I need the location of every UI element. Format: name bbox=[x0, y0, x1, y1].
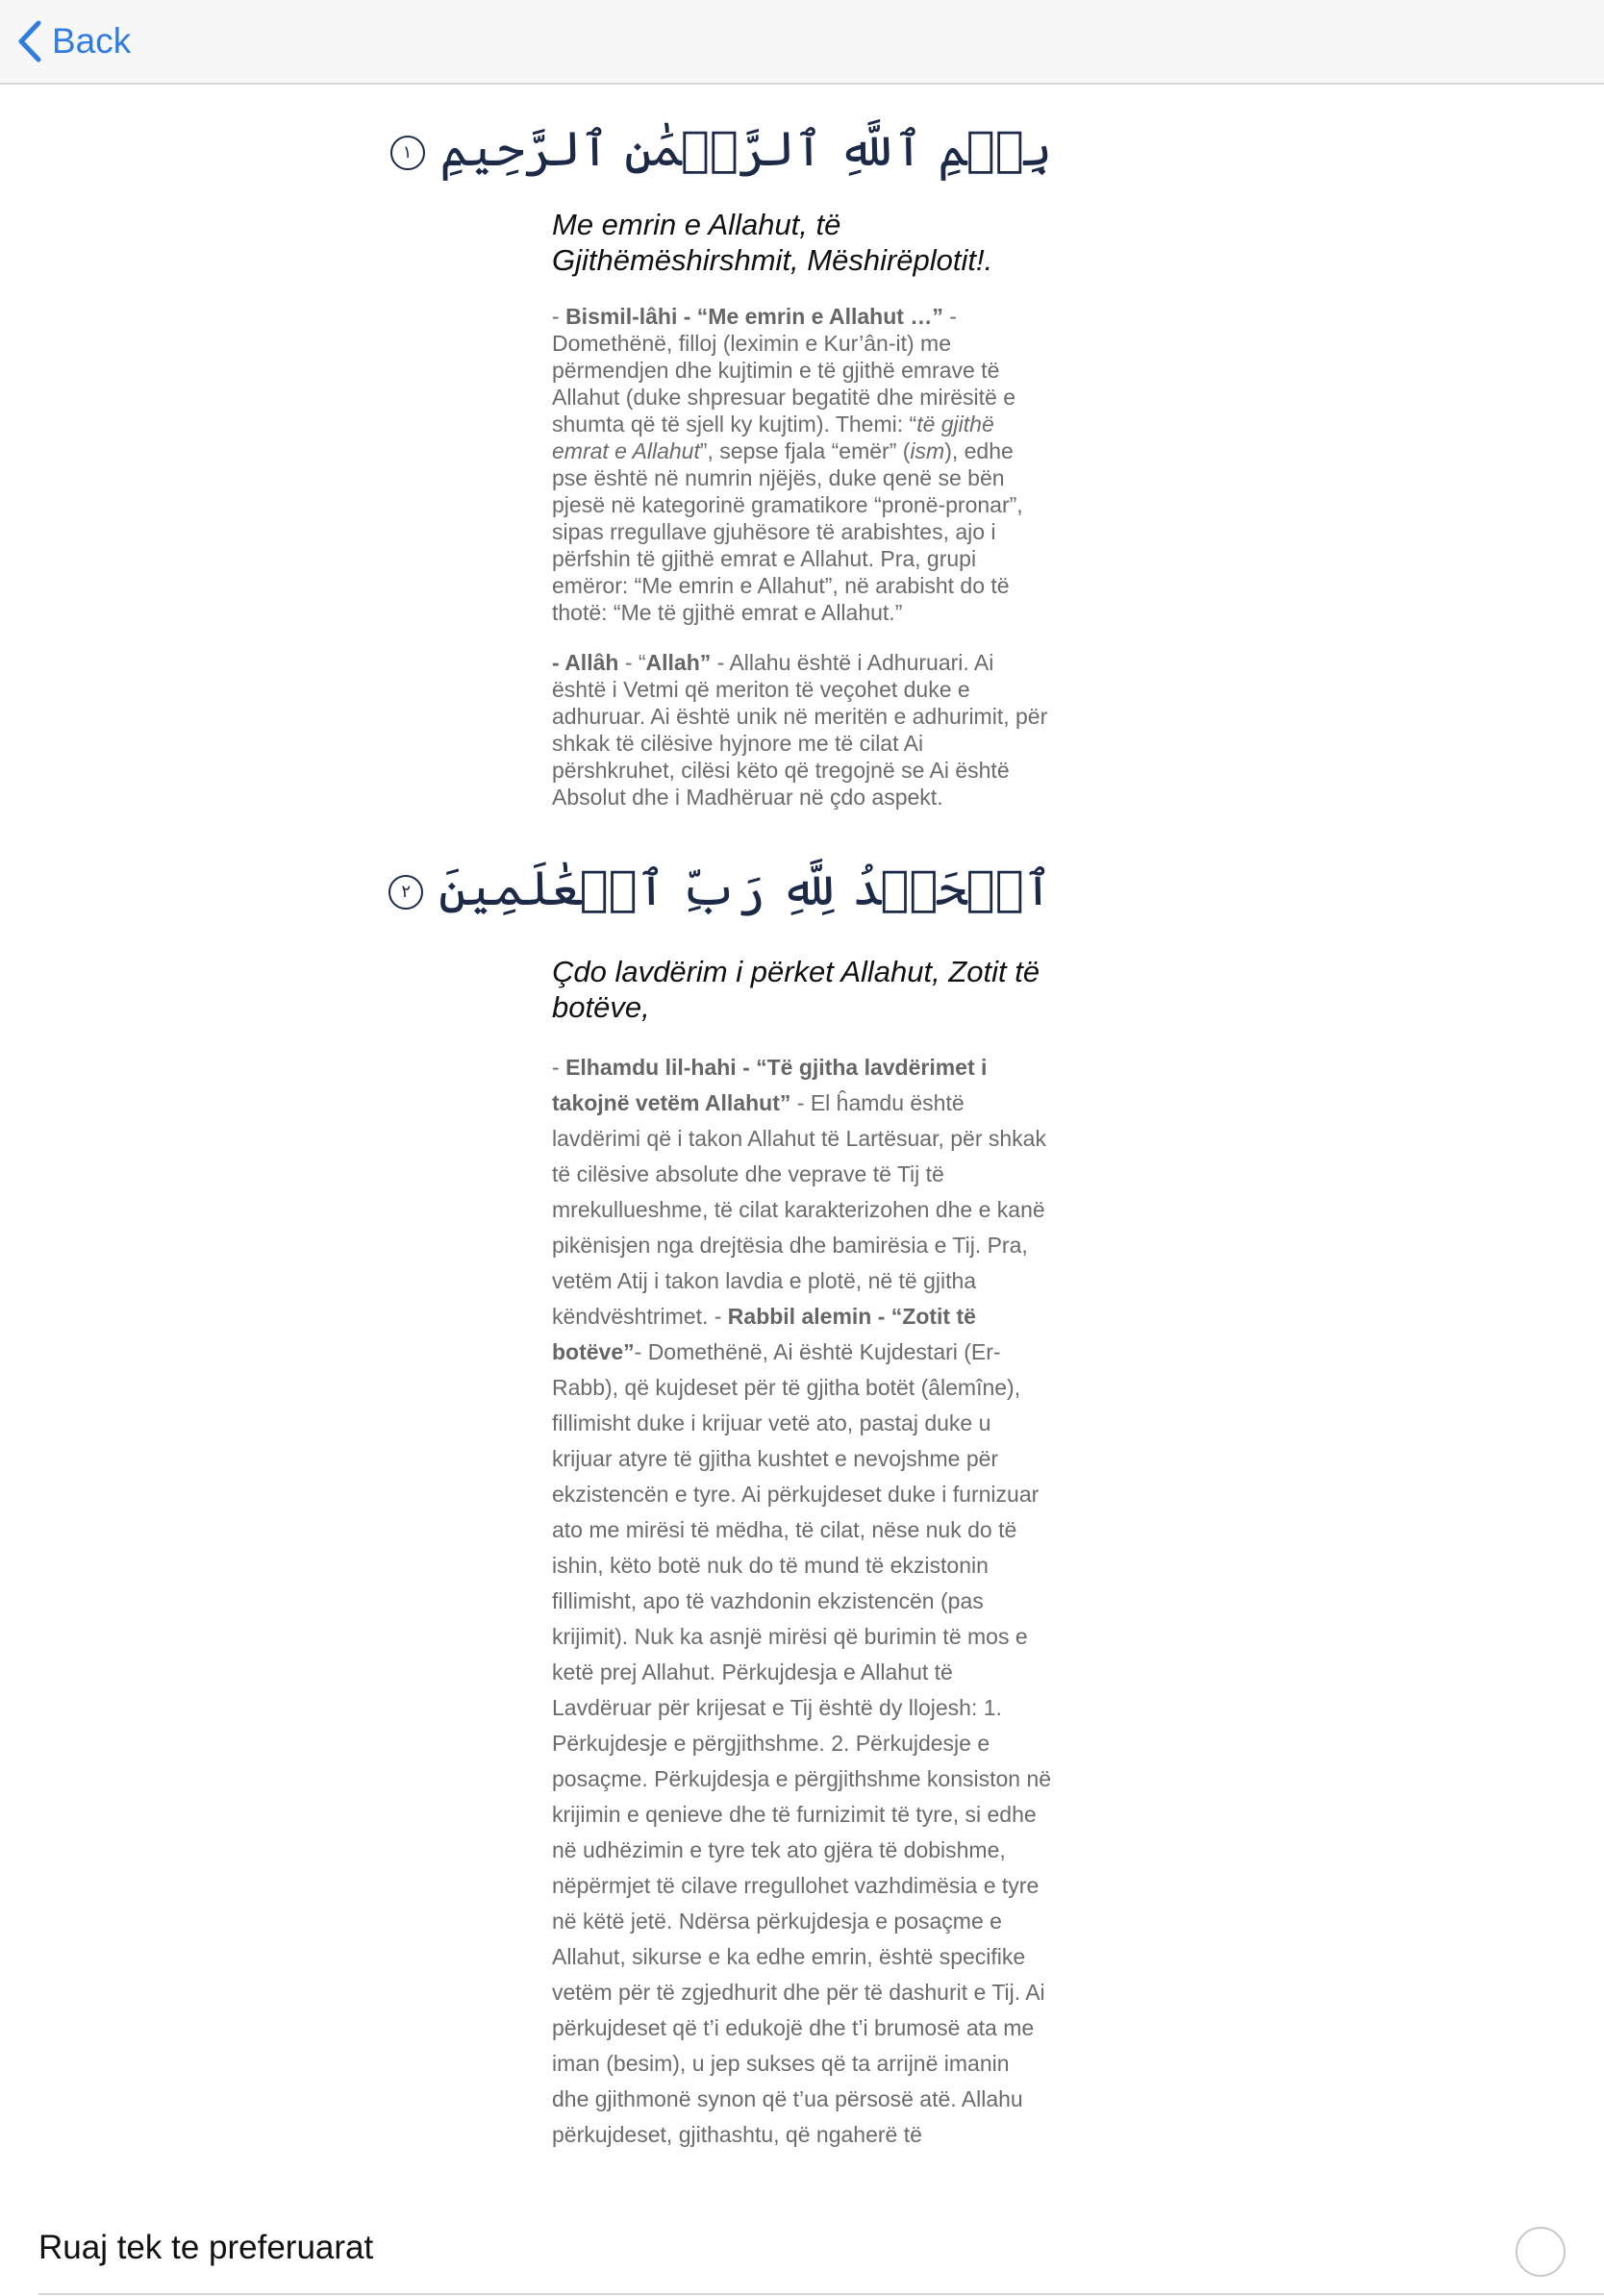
ayah-number-badge: ١ bbox=[390, 136, 425, 170]
favorite-toggle[interactable] bbox=[1516, 2227, 1566, 2277]
ayah-number-badge: ٢ bbox=[388, 875, 423, 910]
back-button[interactable] bbox=[15, 17, 131, 65]
ayah-arabic-text: ٱلۡحَمۡدُ لِلَّهِ رَبِّ ٱلۡعَٰلَمِينَ bbox=[439, 861, 1052, 916]
favorite-bar bbox=[0, 2208, 1604, 2296]
ayah-tafsir-1a: - Bismil-lâhi - “Me emrin e Allahut …” - Domethënë, filloj (leximin e Kur’ân-it) me përmendjen dhe kujtimin e të gjithë emrave të Allahut (duke shpresuar begatitë dhe mirësitë e shumta që të sjell ky kujtim). Themi: “të gjithë emrat e Allahut”, sepse fjala “emër” (ism), edhe pse është në numrin njëjës, duke qenë se bën pjesë në kategorinë gramatikore “pronë-pronar”, sipas rregullave gjuhësore të arabishtes, ajo i përfshin të gjithë emrat e Allahut. Pra, grupi emëror: “Me emrin e Allahut”, në arabisht do të thotë: “Me të gjithë emrat e Allahut.” bbox=[552, 304, 1023, 625]
ayah-tafsir-1b: - Allâh - “Allah” - Allahu është i Adhuruari. Ai është i Vetmi që meriton të veçohet duke e adhuruar. Ai është unik në meritën e adhurimit, për shkak të cilësive hyjnore me të cilat Ai përshkruhet, cilësi këto që tregojnë se Ai është Absolut dhe i Madhëruar në çdo aspekt. bbox=[552, 650, 1048, 810]
navigation-bar bbox=[0, 0, 1604, 85]
ayah-arabic-1 bbox=[402, 113, 1052, 186]
ayah-translation-2: Çdo lavdërim i përket Allahut, Zotit të botëve, bbox=[552, 955, 1040, 1024]
scroll-content[interactable] bbox=[401, 85, 1052, 2206]
ayah-tafsir-2: - Elhamdu lil-hahi - “Të gjitha lavdërimet i takojnë vetëm Allahut” - El ĥamdu është lavdërimi që i takon Allahut të Lartësuar, për shkak të cilësive absolute dhe veprave të Tij të mrekullueshme, të cilat karakterizohen dhe e kanë pikënisjen nga drejtësia dhe bamirësia e Tij. Pra, vetëm Atij i takon lavdia e plotë, në të gjitha këndvështrimet. - Rabbil alemin - “Zotit të botëve”- Domethënë, Ai është Kujdestari (Er-Rabb), që kujdeset për të gjitha botët (âlemîne), fillimisht duke i krijuar vetë ato, pastaj duke u krijuar atyre të gjitha kushtet e nevojshme për ekzistencën e tyre. Ai përkujdeset duke i furnizuar ato me mirësi të mëdha, të cilat, nëse nuk do të ishin, këto botë nuk do të mund të ekzistonin fillimisht, apo të vazhdonin ekzistencën (pas krijimit). Nuk ka asnjë mirësi që burimin të mos e ketë prej Allahut. Përkujdesja e Allahut të Lavdëruar për krijesat e Tij është dy llojesh: 1. Përkujdesje e përgjithshme. 2. Përkujdesje e posaçme. Përkujdesja e përgjithshme konsiston në krijimin e qenieve dhe të furnizimit të tyre, si edhe në udhëzimin e tyre tek ato gjëra të dobishme, nëpërmjet të cilave rregullohet vazhdimësia e tyre në këtë jetë. Ndërsa përkujdesja e posaçme e Allahut, sikurse e ka edhe emrin, është specifike vetëm për të zgjedhurit dhe për të dashurit e Tij. Ai përkujdeset që t’i edukojë dhe t’i brumosë ata me iman (besim), u jep sukses që ta arrijnë imanin dhe gjithmonë synon që t’ua përsosë atë. Allahu përkujdeset, gjithashtu, që ngaherë të bbox=[552, 1055, 1052, 2147]
tafsir-term: Elhamdu lil-hahi - “Të gjitha lavdërimet i takojnë vetëm Allahut” bbox=[552, 1055, 988, 1115]
ayah-arabic-2 bbox=[401, 853, 1052, 925]
tafsir-term: Rabbil alemin - “Zotit të botëve” bbox=[552, 1304, 976, 1364]
back-label: Back bbox=[52, 21, 132, 61]
favorite-label: Ruaj tek te preferuarat bbox=[38, 2229, 374, 2266]
ayah-arabic-text: بِسۡمِ ٱللَّهِ ٱلرَّحۡمَٰنِ ٱلرَّحِيمِ bbox=[439, 121, 1052, 177]
tafsir-term: Bismil-lâhi - “Me emrin e Allahut …” bbox=[565, 304, 943, 329]
tafsir-term: Allah” bbox=[645, 650, 712, 675]
ayah-translation-1: Me emrin e Allahut, të Gjithëmëshirshmit, Mëshirëplotit!. bbox=[552, 208, 993, 277]
tafsir-term: - Allâh bbox=[552, 650, 619, 675]
divider bbox=[38, 2293, 1604, 2295]
chevron-left-icon bbox=[15, 19, 44, 63]
